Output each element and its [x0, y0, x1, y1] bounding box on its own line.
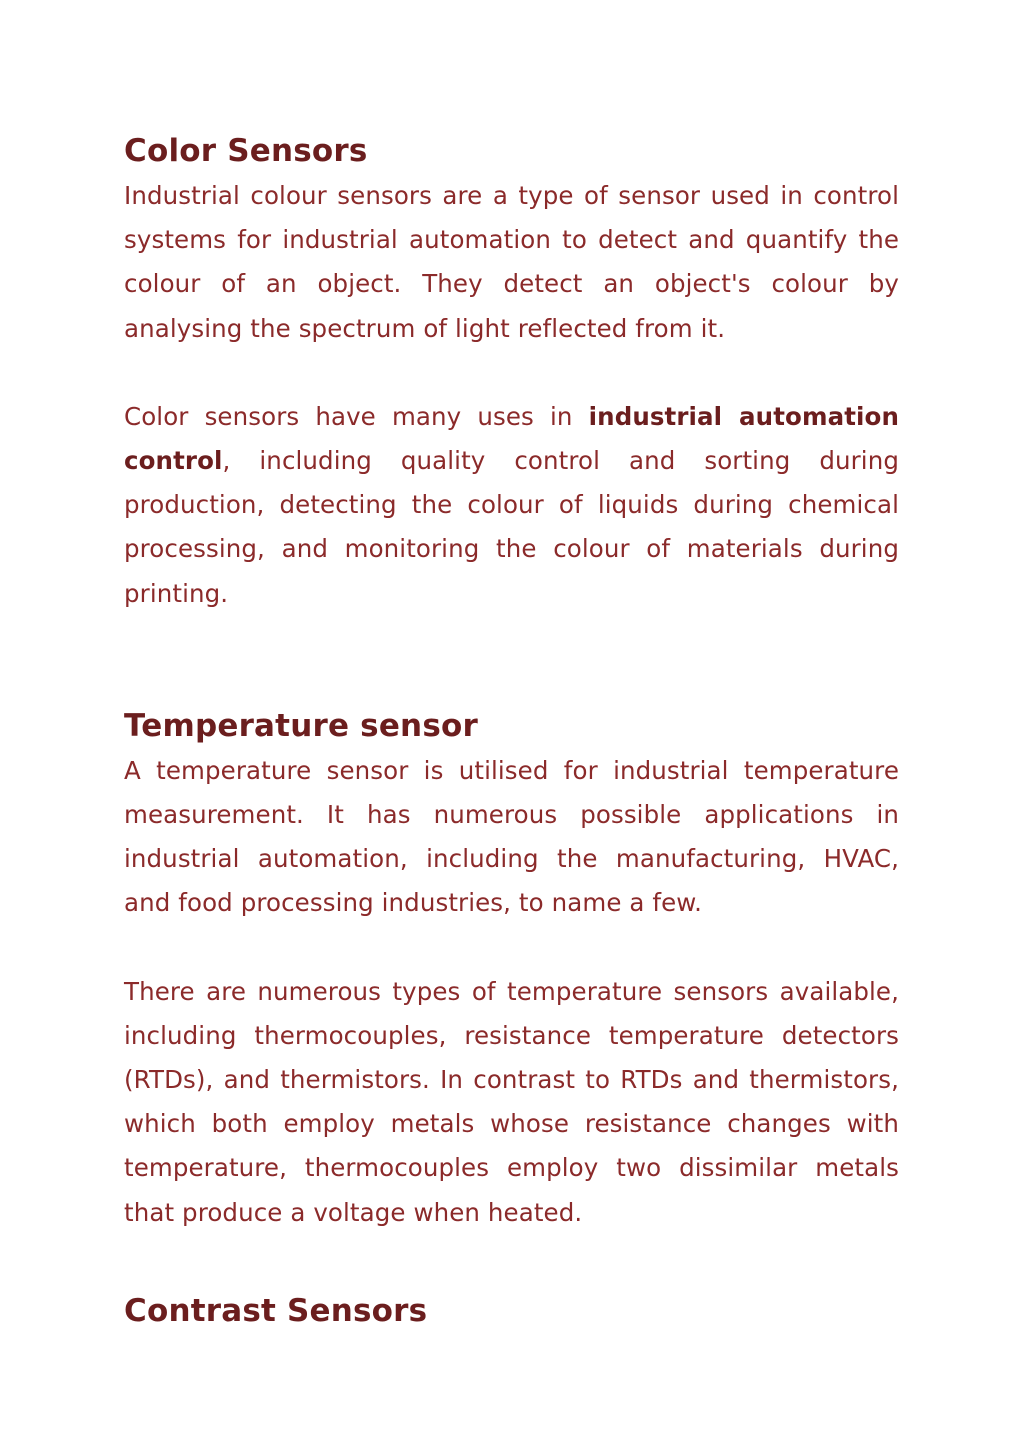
- section-color-sensors: [124, 128, 899, 616]
- paragraph-text: , including quality control and sorting during production, detecting the colour of liquids during chemical processing, and monitoring the colour of materials during printing.: [124, 446, 899, 608]
- paragraph: [124, 395, 899, 616]
- paragraph: There are numerous types of temperature sensors available, including thermocouples, resistance temperature detectors (RTDs), and thermistors. In contrast to RTDs and thermistors, which both employ metals whose resistance changes with temperature, thermocouples employ two dissimilar metals that produce a voltage when heated.: [124, 976, 899, 1227]
- paragraph-text: Color sensors have many uses in: [124, 401, 589, 431]
- section-temperature-sensor: [124, 703, 899, 1235]
- section-contrast-sensors: [124, 1288, 899, 1334]
- bold-phrase: industrial automation control: [124, 401, 899, 476]
- document-page: [124, 128, 899, 1334]
- section-heading: Color Sensors: [124, 133, 368, 169]
- section-heading: Temperature sensor: [124, 707, 478, 744]
- paragraph: A temperature sensor is utilised for industrial temperature measurement. It has numerous possible applications in industrial automation, including the manufacturing, HVAC, and food processing industries, to name a few.: [124, 755, 899, 918]
- paragraph: Industrial colour sensors are a type of sensor used in control systems for industrial automation to detect and quantify the colour of an object. They detect an object's colour by analysing the spectrum of light reflected from it.: [124, 181, 899, 343]
- section-heading: Contrast Sensors: [124, 1292, 428, 1329]
